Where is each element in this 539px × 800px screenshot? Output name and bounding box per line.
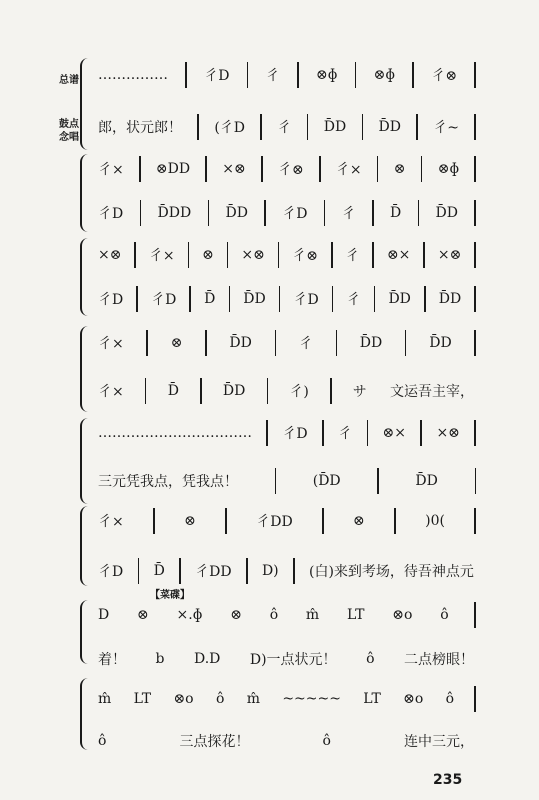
barline — [474, 420, 476, 446]
notation-row — [96, 244, 476, 266]
barline — [227, 242, 229, 268]
notation-cell: ô — [322, 733, 331, 749]
notation-cell: (白)来到考场，待吾神点元 — [308, 564, 474, 580]
notation-cell: 彳⊗ — [292, 248, 319, 264]
barline — [260, 114, 262, 140]
notation-cell: 彳× — [98, 514, 124, 530]
barline — [474, 330, 476, 356]
barline — [324, 200, 326, 226]
barline — [474, 156, 476, 182]
notation-cell: ⊗× — [386, 247, 411, 263]
barline — [188, 242, 190, 268]
notation-row — [96, 688, 476, 710]
notation-cell: ~~~~~ — [282, 691, 341, 707]
notation-cell: 彳 — [346, 292, 361, 308]
barline — [336, 330, 338, 356]
notation-cell: m̂ — [305, 607, 320, 623]
notation-cell: ⊗ — [353, 513, 365, 529]
notation-cell: 彳) — [289, 384, 309, 400]
barline — [374, 286, 376, 312]
barline — [266, 420, 268, 446]
notation-cell: 连中三元， — [403, 734, 474, 750]
barline — [474, 602, 476, 628]
barline — [205, 156, 207, 182]
notation-cell: 三元凭我点，凭我点！ — [98, 474, 238, 490]
barline — [372, 200, 374, 226]
barline — [319, 156, 321, 182]
notation-row — [96, 604, 476, 626]
notation-cell: ⊗ɸ — [373, 67, 396, 83]
notation-cell: LT — [363, 691, 381, 707]
barline — [474, 508, 476, 534]
notation-cell: 彳D — [98, 564, 124, 580]
barline — [377, 468, 379, 494]
notation-cell: D̄D — [378, 119, 401, 135]
notation-cell: ô — [366, 651, 375, 667]
notation-cell: ô — [98, 733, 107, 749]
barline — [331, 242, 333, 268]
notation-cell: ⊗DD — [155, 161, 191, 177]
notation-cell: D̄D — [415, 473, 438, 489]
notation-cell: 彳× — [98, 384, 124, 400]
barline — [261, 156, 263, 182]
notation-cell: 彳D — [98, 206, 124, 222]
notation-row — [96, 202, 476, 224]
system-brace — [80, 678, 90, 750]
notation-cell: b — [155, 651, 165, 667]
score-part-label: 总谱 — [59, 75, 79, 86]
notation-row — [96, 158, 476, 180]
system-brace — [80, 326, 90, 412]
barline — [474, 114, 476, 140]
notation-row — [96, 510, 476, 532]
barline — [322, 508, 324, 534]
notation-cell: ⊗ — [393, 161, 406, 177]
barline — [246, 558, 248, 584]
barline — [474, 62, 476, 88]
barline — [205, 330, 207, 356]
notation-row — [96, 116, 476, 138]
notation-cell: 郎，状元郎！ — [98, 120, 182, 136]
notation-cell: D̄ — [390, 205, 402, 221]
barline — [293, 558, 295, 584]
notation-cell: 彳 — [298, 336, 313, 352]
notation-row — [96, 470, 476, 492]
barline — [179, 558, 181, 584]
barline — [247, 62, 249, 88]
notation-cell: 彳 — [265, 68, 280, 84]
notation-cell: 彳 — [277, 120, 292, 136]
notation-cell: ô — [445, 691, 455, 707]
barline — [424, 286, 426, 312]
barline — [307, 114, 309, 140]
barline — [197, 114, 199, 140]
notation-cell: 彳 — [338, 426, 353, 442]
system-brace — [80, 58, 90, 150]
barline — [279, 286, 281, 312]
barline — [267, 378, 269, 404]
barline — [474, 242, 476, 268]
notation-row — [96, 64, 476, 86]
notation-cell: D̄DD — [157, 205, 192, 221]
notation-cell: D̄ — [204, 291, 216, 307]
notation-row — [96, 648, 476, 670]
barline — [420, 420, 422, 446]
barline — [372, 242, 374, 268]
notation-cell: 彳D — [293, 292, 319, 308]
system-brace — [80, 600, 90, 664]
barline — [275, 468, 277, 494]
notation-cell: D̄D — [359, 335, 383, 351]
notation-cell: 彳× — [98, 162, 124, 178]
notation-cell: LT — [346, 607, 365, 623]
barline — [200, 378, 202, 404]
system-brace — [80, 238, 90, 316]
section-label: 【菜碟】 — [150, 590, 190, 601]
notation-cell: ⊗ — [202, 247, 214, 263]
notation-cell: サ — [352, 384, 367, 400]
notation-cell: 彳× — [335, 162, 362, 178]
notation-cell: 彳⊗ — [277, 162, 304, 178]
notation-cell: ô — [215, 691, 225, 707]
notation-cell: m̂ — [98, 691, 112, 707]
barline — [418, 200, 420, 226]
system-brace — [80, 506, 90, 586]
notation-cell: …………… — [98, 67, 168, 83]
notation-cell: D) — [261, 563, 279, 579]
barline — [153, 508, 155, 534]
notation-cell: ⊗ — [184, 513, 196, 529]
notation-cell: 彳× — [148, 248, 175, 264]
barline — [264, 200, 266, 226]
notation-cell: ⊗o — [392, 607, 413, 623]
barline — [367, 420, 369, 446]
barline — [134, 242, 136, 268]
notation-cell: D̄D — [243, 291, 266, 307]
barline — [377, 156, 379, 182]
notation-cell: 彳D — [151, 292, 177, 308]
barline — [421, 156, 423, 182]
notation-cell: 彳DD — [256, 514, 293, 530]
barline — [225, 508, 227, 534]
page-number: 235 — [433, 772, 463, 788]
notation-cell: D)一点状元！ — [249, 652, 337, 668]
notation-cell: D̄D — [438, 291, 462, 307]
notation-cell: ×⊗ — [222, 161, 246, 177]
barline — [145, 378, 147, 404]
barline — [474, 686, 476, 712]
notation-cell: ⊗o — [403, 691, 424, 707]
barline — [330, 378, 332, 404]
notation-cell: ×⊗ — [98, 247, 122, 263]
notation-cell: D̄D — [435, 205, 458, 221]
barline — [405, 330, 407, 356]
notation-cell: 彳~ — [433, 120, 460, 136]
notation-cell: (D̄D — [312, 473, 341, 489]
notation-cell: ×⊗ — [437, 247, 462, 263]
barline — [278, 242, 280, 268]
notation-cell: D.D — [193, 651, 221, 667]
notation-cell: 彳⊗ — [431, 68, 458, 84]
system-brace — [80, 154, 90, 232]
barline — [229, 286, 231, 312]
notation-cell: ⊗ɸ — [437, 161, 460, 177]
notation-row — [96, 560, 476, 582]
barline — [297, 62, 299, 88]
barline — [208, 200, 210, 226]
barline — [332, 286, 334, 312]
notation-cell: …………………………… — [98, 425, 252, 441]
notation-row — [96, 332, 476, 354]
notation-cell: 彳D — [282, 206, 308, 222]
notation-cell: 彳 — [345, 248, 360, 264]
notation-cell: m̂ — [246, 691, 260, 707]
notation-cell: 着！ — [98, 652, 126, 668]
barline — [362, 114, 364, 140]
notation-row — [96, 730, 476, 752]
notation-cell: D̄D — [429, 335, 452, 351]
barline — [138, 558, 140, 584]
barline — [189, 286, 191, 312]
notation-row — [96, 380, 476, 402]
notation-row — [96, 422, 476, 444]
barline — [475, 468, 477, 494]
notation-cell: 彳× — [98, 336, 124, 352]
notation-cell: D̄D — [388, 291, 411, 307]
notation-cell: 彳D — [98, 292, 124, 308]
barline — [146, 330, 148, 356]
system-brace — [80, 418, 90, 504]
barline — [355, 62, 357, 88]
barline — [474, 286, 476, 312]
notation-cell: (彳D — [214, 120, 246, 136]
barline — [139, 156, 141, 182]
barline — [136, 286, 138, 312]
notation-cell: ⊗ — [230, 607, 242, 623]
notation-row — [96, 288, 476, 310]
barline — [185, 62, 187, 88]
barline — [416, 114, 418, 140]
notation-cell: ô — [269, 607, 279, 623]
barline — [140, 200, 142, 226]
notation-cell: ⊗ — [170, 335, 183, 351]
notation-cell: ⊗o — [173, 691, 194, 707]
notation-cell: 二点榜眼！ — [404, 652, 474, 668]
notation-cell: 彳DD — [195, 564, 232, 580]
barline — [322, 420, 324, 446]
notation-cell: D̄D — [229, 335, 252, 351]
notation-cell: D̄ — [167, 383, 179, 399]
notation-cell: ×⊗ — [241, 247, 265, 263]
notation-cell: D̄D — [323, 119, 347, 135]
notation-cell: D̄ — [153, 563, 165, 579]
notation-cell: ⊗× — [382, 425, 407, 441]
notation-cell: 三点探花！ — [179, 734, 250, 750]
notation-cell: ⊗ɸ — [315, 67, 338, 83]
barline — [394, 508, 396, 534]
notation-cell: D — [98, 607, 110, 623]
notation-cell: ⊗ — [137, 607, 149, 623]
notation-cell: ×⊗ — [436, 425, 460, 441]
barline — [412, 62, 414, 88]
notation-cell: 彳D — [282, 426, 308, 442]
drum-part-label: 鼓点念唱 — [59, 119, 79, 143]
notation-cell: )0( — [425, 513, 445, 529]
barline — [423, 242, 425, 268]
notation-cell: ô — [440, 607, 449, 623]
notation-cell: 彳 — [341, 206, 356, 222]
notation-cell: D̄D — [225, 205, 248, 221]
notation-cell: ×.ɸ — [176, 607, 203, 623]
barline — [275, 330, 277, 356]
notation-cell: 彳D — [204, 68, 230, 84]
barline — [474, 200, 476, 226]
notation-cell: LT — [133, 691, 152, 707]
notation-cell: D̄D — [222, 383, 246, 399]
notation-cell: 文运吾主宰， — [390, 384, 474, 400]
